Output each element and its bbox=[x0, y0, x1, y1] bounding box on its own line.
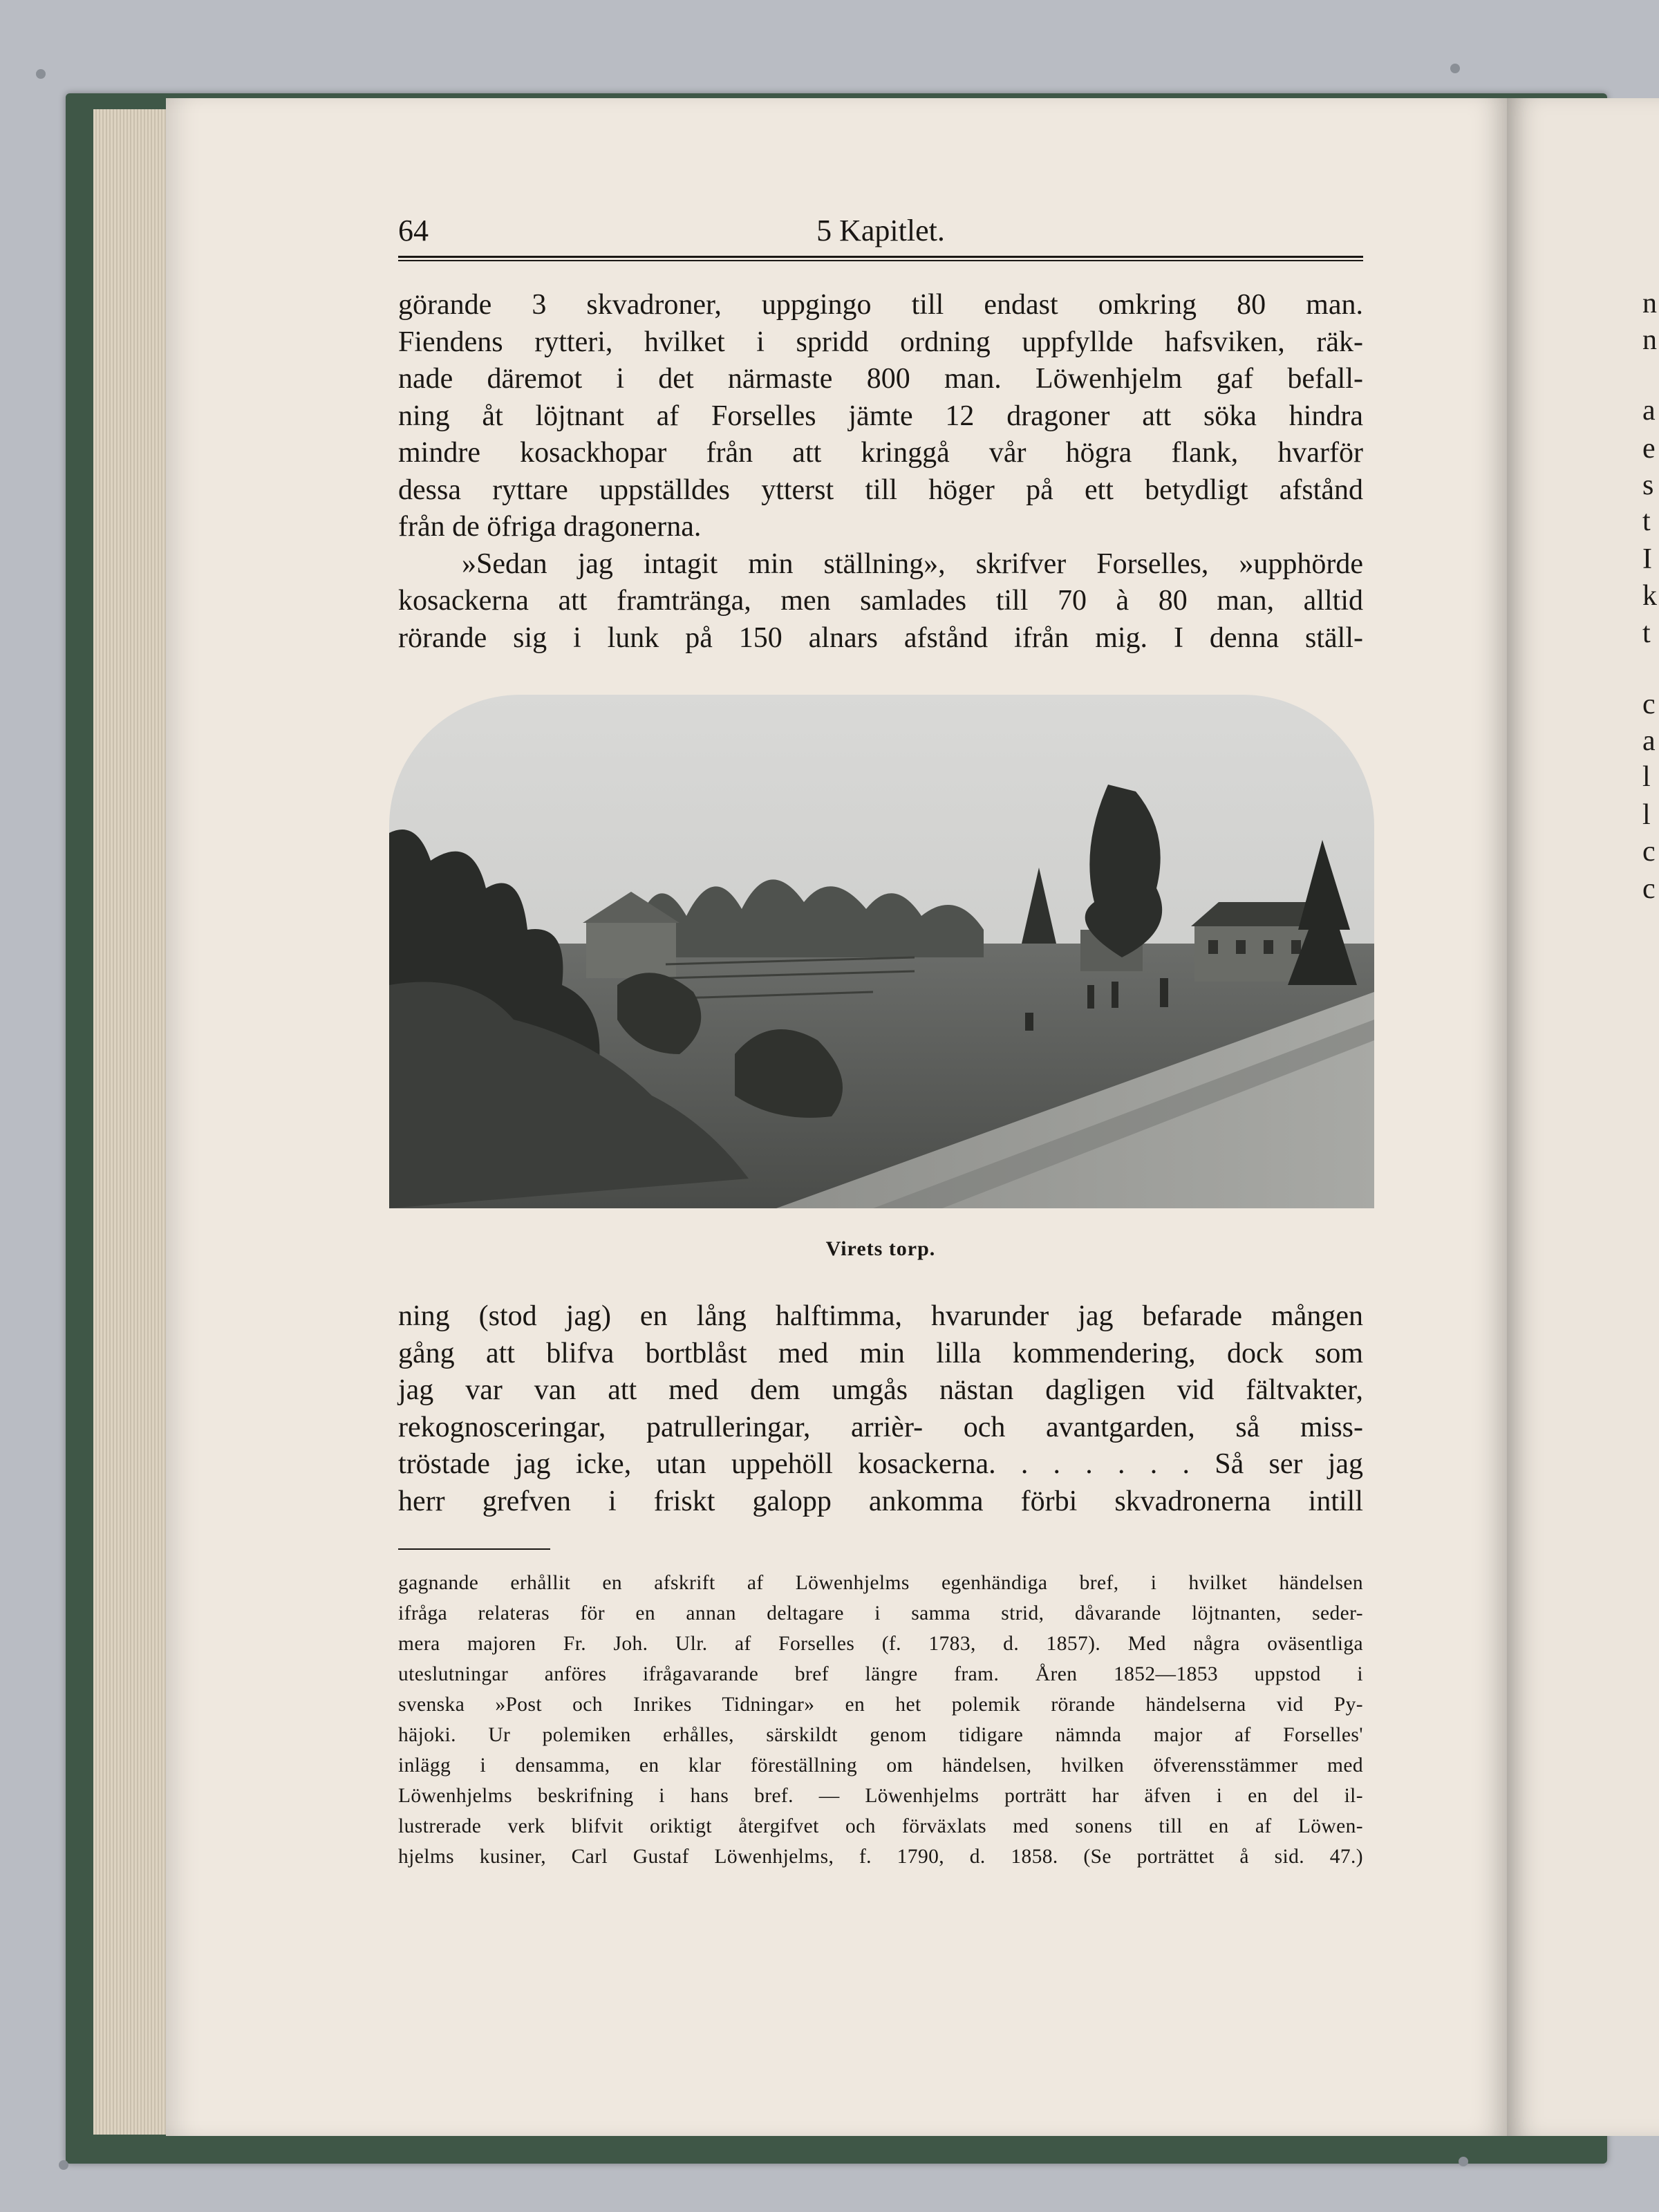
text-line: »Sedan jag intagit min ställning», skrifver Forselles, »upphörde bbox=[462, 547, 1363, 580]
footnote-line: häjoki. Ur polemiken erhålles, särskildt genom tidigare nämnda major af Forselles' bbox=[398, 1724, 1363, 1746]
footnote-line: hjelms kusiner, Carl Gustaf Löwenhjelms, f. 1790, d. 1858. (Se porträttet å sid. 47.) bbox=[398, 1846, 1363, 1868]
farm-photo bbox=[389, 695, 1374, 1208]
next-page-letter: c bbox=[1642, 873, 1656, 905]
text-line: ning (stod jag) en lång halftimma, hvarunder jag befarade mången bbox=[398, 1300, 1363, 1332]
next-page-letter: a bbox=[1642, 725, 1656, 757]
next-page-letter: l bbox=[1642, 799, 1651, 831]
page-edges bbox=[93, 109, 169, 2135]
page-header bbox=[398, 207, 1363, 256]
footnote-line: gagnande erhållit en afskrift af Löwenhjelms egenhändiga bref, i hvilket händelsen bbox=[398, 1572, 1363, 1594]
page-number: 64 bbox=[398, 214, 429, 247]
pin-top-right bbox=[1450, 64, 1460, 73]
text-line: kosackerna att framtränga, men samlades till 70 à 80 man, alltid bbox=[398, 585, 1363, 617]
figure-photo bbox=[389, 695, 1374, 1208]
text-line: gång att blifva bortblåst med min lilla kommendering, dock som bbox=[398, 1337, 1363, 1369]
footnote-line: svenska »Post och Inrikes Tidningar» en het polemik rörande händelserna vid Py- bbox=[398, 1694, 1363, 1716]
next-page-letter: a bbox=[1642, 395, 1656, 427]
text-line: görande 3 skvadroner, uppgingo till endast omkring 80 man. bbox=[398, 289, 1363, 321]
text-line: från de öfriga dragonerna. bbox=[398, 511, 702, 543]
next-page-edge bbox=[1507, 98, 1659, 2136]
next-page-letter: l bbox=[1642, 761, 1651, 793]
next-page-letter: k bbox=[1642, 580, 1657, 612]
text-line: rekognosceringar, patrulleringar, arrièr- och avantgarden, så miss- bbox=[398, 1411, 1363, 1443]
text-line: nade däremot i det närmaste 800 man. Löwenhjelm gaf befall- bbox=[398, 363, 1363, 395]
pin-top-left bbox=[36, 69, 46, 79]
text-block-bottom bbox=[398, 1298, 1363, 1520]
text-line: mindre kosackhopar från att kringgå vår högra flank, hvarför bbox=[398, 437, 1363, 469]
next-page-letter: s bbox=[1642, 469, 1654, 501]
next-page-letter: e bbox=[1642, 433, 1656, 465]
pin-bottom-right bbox=[1459, 2157, 1468, 2166]
footnote-line: Löwenhjelms beskrifning i hans bref. — Löwenhjelms porträtt har äfven i en del il- bbox=[398, 1785, 1363, 1807]
footnote-line: lustrerade verk blifvit oriktigt återgifvet och förväxlats med sonens till en af Löwen- bbox=[398, 1815, 1363, 1837]
text-line: dessa ryttare uppställdes ytterst till höger på ett betydligt afstånd bbox=[398, 474, 1363, 506]
figure-caption: Virets torp. bbox=[825, 1237, 936, 1260]
text-line: herr grefven i friskt galopp ankomma förbi skvadronerna intill bbox=[398, 1485, 1363, 1517]
next-page-letter: c bbox=[1642, 836, 1656, 868]
footnote-line: ifråga relateras för en annan deltagare i samma strid, dåvarande löjtnanten, seder- bbox=[398, 1602, 1363, 1624]
footnote bbox=[398, 1568, 1363, 1872]
next-page-letter: I bbox=[1642, 543, 1652, 575]
next-page-letter: n bbox=[1642, 324, 1657, 356]
chapter-title: 5 Kapitlet. bbox=[816, 214, 945, 247]
next-page-letter: t bbox=[1642, 617, 1651, 649]
footnote-rule bbox=[398, 1548, 550, 1550]
text-line: Fiendens rytteri, hvilket i spridd ordning uppfyllde hafsviken, räk- bbox=[398, 326, 1363, 358]
footnote-line: mera majoren Fr. Joh. Ulr. af Forselles (f. 1783, d. 1857). Med några oväsentliga bbox=[398, 1633, 1363, 1655]
header-rule bbox=[398, 256, 1363, 261]
text-line: ning åt löjtnant af Forselles jämte 12 dragoner att söka hindra bbox=[398, 400, 1363, 432]
text-line: jag var van att med dem umgås nästan dagligen vid fältvakter, bbox=[398, 1374, 1363, 1406]
next-page-letter: t bbox=[1642, 505, 1651, 537]
next-page-letter: c bbox=[1642, 688, 1656, 720]
text-line: tröstade jag icke, utan uppehöll kosackerna. . . . . . . Så ser jag bbox=[398, 1448, 1363, 1480]
next-page-letter: n bbox=[1642, 288, 1657, 319]
footnote-line: uteslutningar anföres ifrågavarande bref längre fram. Åren 1852—1853 uppstod i bbox=[398, 1663, 1363, 1685]
text-block-top bbox=[398, 287, 1363, 657]
footnote-line: inlägg i densamma, en klar föreställning om händelsen, hvilken öfverensstämmer med bbox=[398, 1754, 1363, 1777]
pin-bottom-left bbox=[59, 2160, 68, 2170]
text-line: rörande sig i lunk på 150 alnars afstånd ifrån mig. I denna ställ- bbox=[398, 621, 1363, 654]
